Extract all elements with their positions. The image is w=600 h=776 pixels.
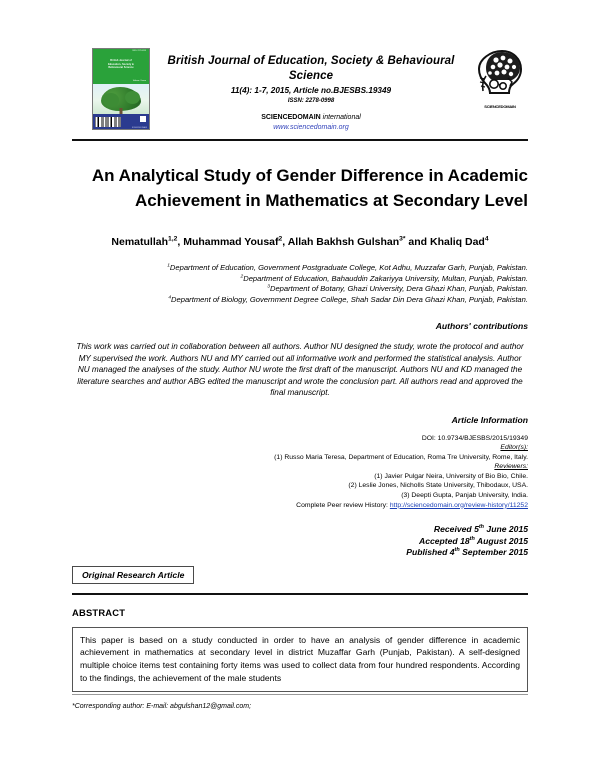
article-information-body (72, 434, 528, 511)
sciencedomain-logo-caption: SCIENCEDOMAIN (484, 104, 516, 109)
reviewer-entry: (1) Javier Pulgar Neira, University of Bio Bio, Chile. (374, 472, 528, 480)
page-title: An Analytical Study of Gender Difference in Academic Achievement in Mathematics at Secondary Level (91, 166, 528, 210)
published-ordinal: th (454, 547, 460, 554)
publisher-suffix: international (322, 114, 361, 121)
publisher-url[interactable]: www.sciencedomain.org (273, 124, 349, 131)
received-date (72, 524, 528, 536)
affiliation-3: $^3$Department of Botany, Ghazi University, Dera Ghazi Khan, Punjab, Pakistan. (267, 284, 528, 293)
affiliation-2-text: Department of Education, Bahauddin Zakariyya University, Multan, Punjab, Pakistan. (243, 273, 528, 283)
editors-label: Editor(s): (500, 444, 528, 452)
published-day: 4 (449, 547, 455, 558)
journal-name: British Journal of Education, Society & Behavioural Science (167, 55, 455, 82)
article-type-row (72, 565, 528, 584)
affiliation-4: $^4$Department of Biology, Government Degree College, Shah Sadar Din Dera Ghazi Khan, Punjab, Pakistan. (168, 294, 528, 304)
doi-line: DOI: 10.9734/BJESBS/2015/19349 (421, 434, 528, 442)
editor-entry: (1) Russo Maria Teresa, Department of Education, Roma Tre University, Rome, Italy. (274, 453, 528, 461)
cover-header-band (93, 49, 149, 80)
author-list: Nematullah$^{1,2}$, Muhammad Yousaf$^2$, Allah Bakhsh Gulshan$^{3*}$ and Khaliq Dad$^4$ (111, 235, 489, 248)
received-ordinal: th (478, 524, 485, 531)
cover-issn-label: ISSN: 2278-0998 (132, 50, 146, 52)
cover-title-line-3: Behavioural Science (108, 66, 134, 70)
abstract-divider (72, 593, 528, 595)
received-label: Received (433, 524, 475, 535)
received-day: 5 (474, 524, 479, 535)
journal-issn: ISSN: 2278-0998 (287, 98, 335, 104)
cover-publisher-label: SCIENCEDOMAIN (131, 127, 147, 129)
accepted-ordinal: th (469, 535, 475, 542)
sciencedomain-logo (472, 48, 528, 109)
peer-review-history-label: Complete Peer review History: (296, 501, 388, 509)
cover-title-line-2: Education, Society & (108, 62, 134, 66)
masthead-divider (72, 139, 528, 141)
publisher-line (160, 113, 462, 122)
article-information-heading: Article Information (451, 414, 528, 425)
cover-volume-label: Volume / Issue (132, 80, 146, 82)
publisher-name: SCIENCEDOMAIN (261, 114, 321, 121)
reviewer-entry: (3) Deepti Gupta, Panjab University, India. (401, 492, 528, 500)
cover-footer-band (93, 114, 149, 129)
accepted-date (72, 536, 528, 548)
corresponding-author-note: *Corresponding author: E-mail: abgulshan12@gmail.com; (72, 703, 252, 710)
abstract-body: This paper is based on a study conducted in order to have an analysis of gender difference in academic achievement in mathematics at secondary level in district Muzaffar Garh (Punjab, Pakistan). A self-designed multiple choice items test containing forty items was used to collect data from four hundred respondents. According to the findings, the achievement of the male students (72, 627, 528, 692)
reviewers-label: Reviewers: (494, 463, 528, 471)
journal-identity-block (150, 48, 472, 132)
barcode-icon (95, 117, 121, 127)
cover-tree-illustration (93, 84, 149, 114)
published-rest: September 2015 (459, 547, 528, 558)
journal-cover-thumbnail (92, 48, 150, 130)
received-rest: June 2015 (484, 524, 528, 535)
affiliation-4-text: Department of Biology, Government Degree College, Shah Sadar Din Dera Ghazi Khan, Punjab, Pakistan. (171, 294, 528, 304)
affiliation-3-text: Department of Botany, Ghazi University, Dera Ghazi Khan, Punjab, Pakistan. (269, 284, 528, 293)
head-brain-icon (472, 48, 528, 98)
article-type-badge: Original Research Article (72, 566, 194, 584)
affiliation-1: $^1$Department of Education, Government Postgraduate College, Kot Adhu, Muzzafar Garh, Punjab, Pakistan. (167, 263, 528, 272)
affiliation-1-text: Department of Education, Government Postgraduate College, Kot Adhu, Muzzafar Garh, Punjab, Pakistan. (169, 263, 528, 272)
footnote-divider (72, 694, 528, 695)
cover-publisher-mark-icon (140, 116, 146, 122)
published-date (72, 547, 528, 559)
contributions-heading: Authors' contributions (435, 321, 528, 331)
affiliation-2: $^2$Department of Education, Bahauddin Zakariyya University, Multan, Punjab, Pakistan. (240, 273, 528, 283)
published-label: Published (406, 547, 450, 558)
reviewer-entry: (2) Leslie Jones, Nicholls State University, Thibodaux, USA. (348, 482, 528, 490)
accepted-day: 18 (460, 535, 470, 546)
contributions-body: This work was carried out in collaboration between all authors. Author NU designed the study, wrote the protocol and author MY supervised the work. Authors NU and MY carried out all informative work and performed the statistical analysis. Author NU managed the analyses of the study. Author NU wrote the first draft of the manuscript. Authors NU and KD managed the literature searches and author ABG edited the manuscript and wrote the conclusion part. All authors read and approved the final manuscript. (76, 342, 524, 397)
peer-review-history-line (72, 501, 528, 511)
accepted-rest: August 2015 (474, 535, 528, 546)
peer-review-history-link[interactable]: http://sciencedomain.org/review-history/11252 (389, 501, 528, 509)
masthead (0, 0, 600, 132)
abstract-heading: ABSTRACT (72, 606, 126, 618)
cover-title-line-1: British Journal of (110, 59, 132, 63)
publication-dates (72, 524, 528, 559)
journal-issue-line: 11(4): 1-7, 2015, Article no.BJESBS.19349 (230, 86, 392, 95)
accepted-label: Accepted (418, 535, 461, 546)
affiliations (72, 263, 528, 305)
